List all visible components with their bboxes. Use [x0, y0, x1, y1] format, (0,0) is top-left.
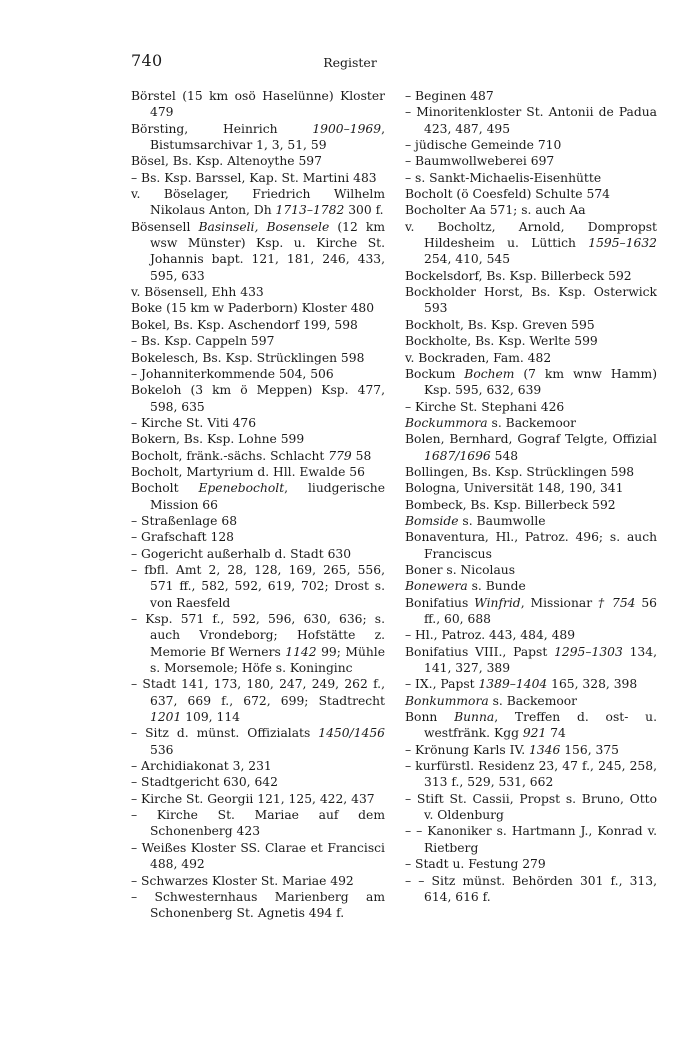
index-entry: – Beginen 487: [405, 89, 494, 103]
index-entry: Bonkummora s. Backemoor: [405, 693, 578, 708]
index-entry: – Stadt u. Festung 279: [405, 857, 546, 872]
index-entry: – Minoritenkloster St. Antonii de Padua 423, 487, 495: [405, 105, 657, 136]
index-entry: Bocholt Epenebocholt, liudgerische Mission 66: [131, 481, 385, 512]
index-entry: Bonaventura, Hl., Patroz. 496; s. auch Franciscus: [405, 530, 657, 561]
index-entry: – Straßenlage 68: [131, 513, 238, 528]
index-entry: v. Bösensell, Ehh 433: [131, 285, 264, 300]
index-entry: – Kirche St. Viti 476: [131, 415, 257, 430]
index-entry: – Kirche St. Stephani 426: [405, 399, 565, 414]
index-entry: Bocholter Aa 571; s. auch Aa: [405, 203, 586, 218]
index-entry: – Bs. Ksp. Barssel, Kap. St. Martini 483: [131, 170, 377, 185]
index-entry: Bonewera s. Bunde: [405, 579, 526, 594]
index-entry: – Grafschaft 128: [131, 530, 234, 545]
index-entry: – Schwesternhaus Marienberg am Schonenberg St. Agnetis 494 f.: [131, 889, 385, 921]
index-entry: Bokel, Bs. Ksp. Aschendorf 199, 598: [131, 317, 358, 332]
index-entry: – Stadt 141, 173, 180, 247, 249, 262 f., 637, 669 f., 672, 699; Stadtrecht 1201 109, 114: [131, 677, 385, 725]
index-entry: Bösel, Bs. Ksp. Altenoythe 597: [131, 154, 322, 169]
index-entry: – Hl., Patroz. 443, 484, 489: [405, 628, 576, 643]
index-entry: Bonn Bunna, Treffen d. ost- u. westfränk. Kgg 921 74: [405, 710, 657, 741]
index-entry: Bockelsdorf, Bs. Ksp. Billerbeck 592: [405, 268, 632, 283]
index-entry: – Sitz d. münst. Offizialats 1450/1456 536: [131, 726, 385, 757]
index-column-left: [131, 88, 385, 922]
index-entry: – jüdische Gemeinde 710: [405, 138, 562, 153]
index-entry: v. Böselager, Friedrich Wilhelm Nikolaus Anton, Dh 1713–1782 300 f.: [131, 187, 385, 218]
index-entry: Bollingen, Bs. Ksp. Strücklingen 598: [405, 464, 635, 479]
index-entry: Bologna, Universität 148, 190, 341: [405, 481, 624, 496]
index-entry: Bonifatius Winfrid, Missionar † 754 56 ff., 60, 688: [405, 595, 657, 626]
index-entry: v. Bockraden, Fam. 482: [405, 350, 552, 365]
index-entry: – – Kanoniker s. Hartmann J., Konrad v. Rietberg: [405, 824, 657, 855]
index-entry: Bösensell Basinseli, Bosensele (12 km wsw Münster) Ksp. u. Kirche St. Johannis bapt. 121, 181, 246, 433, 595, 633: [131, 219, 385, 283]
index-entry: Boke (15 km w Paderborn) Kloster 480: [131, 301, 375, 316]
index-entry: – – Sitz münst. Behörden 301 f., 313, 614, 616 f.: [405, 873, 657, 904]
index-column-right: [405, 88, 657, 905]
index-entry: – s. Sankt-Michaelis-Eisenhütte: [405, 170, 602, 185]
index-entry: – Bs. Ksp. Cappeln 597: [131, 334, 275, 349]
index-entry: Bockum Bochem (7 km wnw Hamm) Ksp. 595, 632, 639: [405, 366, 657, 398]
running-head: Register: [323, 55, 377, 70]
index-entry: Bocholt, Martyrium d. Hll. Ewalde 56: [131, 464, 365, 479]
index-entry: – Krönung Karls IV. 1346 156, 375: [405, 742, 619, 757]
index-entry: – Kirche St. Georgii 121, 125, 422, 437: [131, 791, 375, 806]
index-entry: – Stift St. Cassii, Propst s. Bruno, Otto v. Oldenburg: [405, 791, 657, 823]
index-entry: Bombeck, Bs. Ksp. Billerbeck 592: [405, 497, 616, 512]
index-entry: Bockummora s. Backemoor: [405, 415, 577, 430]
index-entry: – fbfl. Amt 2, 28, 128, 169, 265, 556, 571 ff., 582, 592, 619, 702; Drost s. von Raesfeld: [131, 562, 385, 610]
index-entry: Bolen, Bernhard, Gograf Telgte, Offizial 1687/1696 548: [405, 432, 657, 463]
index-entry: Börsting, Heinrich 1900–1969, Bistumsarchivar 1, 3, 51, 59: [131, 121, 385, 153]
index-entry: – Gogericht außerhalb d. Stadt 630: [131, 546, 352, 561]
index-entry: – Weißes Kloster SS. Clarae et Francisci 488, 492: [131, 840, 385, 872]
page-number: 740: [131, 51, 163, 70]
index-entry: Bokelesch, Bs. Ksp. Strücklingen 598: [131, 350, 365, 365]
index-entry: Bomside s. Baumwolle: [405, 513, 546, 528]
index-entry: Bocholt (ö Coesfeld) Schulte 574: [405, 187, 610, 202]
index-entry: Bockholt, Bs. Ksp. Greven 595: [405, 317, 595, 332]
index-entry: v. Bocholtz, Arnold, Dompropst Hildesheim u. Lüttich 1595–1632 254, 410, 545: [405, 219, 657, 267]
index-entry: Bockholder Horst, Bs. Ksp. Osterwick 593: [405, 285, 657, 316]
index-entry: Bokern, Bs. Ksp. Lohne 599: [131, 432, 305, 447]
index-entry: Börstel (15 km osö Haselünne) Kloster 479: [131, 89, 385, 120]
index-entry: – kurfürstl. Residenz 23, 47 f., 245, 258, 313 f., 529, 531, 662: [405, 759, 657, 790]
index-entry: – Kirche St. Mariae auf dem Schonenberg 423: [131, 808, 385, 839]
index-entry: – IX., Papst 1389–1404 165, 328, 398: [405, 677, 638, 692]
index-entry: Boner s. Nicolaus: [405, 562, 516, 577]
index-entry: – Schwarzes Kloster St. Mariae 492: [131, 873, 354, 888]
index-entry: Bonifatius VIII., Papst 1295–1303 134, 141, 327, 389: [405, 644, 657, 676]
index-entry: – Johanniterkommende 504, 506: [131, 366, 334, 381]
index-entry: Bokeloh (3 km ö Meppen) Ksp. 477, 598, 635: [131, 383, 385, 414]
index-entry: – Ksp. 571 f., 592, 596, 630, 636; s. auch Vrondeborg; Hofstätte z. Memorie Bf Werners 1142 99; Mühle s. Morsemole; Höfe s. Koninginc: [131, 612, 386, 676]
index-entry: – Archidiakonat 3, 231: [131, 759, 272, 774]
index-entry: Bocholt, fränk.-sächs. Schlacht 779 58: [131, 448, 372, 463]
index-entry: Bockholte, Bs. Ksp. Werlte 599: [405, 334, 598, 349]
index-entry: – Stadtgericht 630, 642: [131, 775, 278, 790]
index-entry: – Baumwollweberei 697: [405, 154, 555, 169]
